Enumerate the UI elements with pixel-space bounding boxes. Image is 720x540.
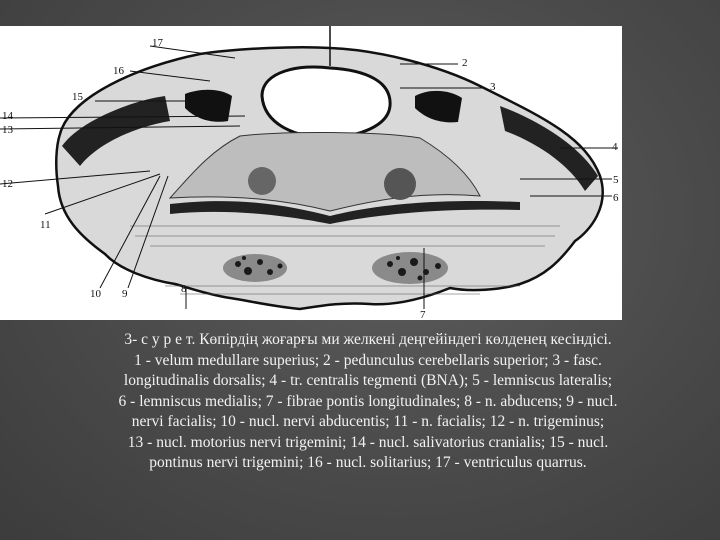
caption-line-6: 13 - nucl. motorius nervi trigemini; 14 - nucl. salivatorius cranialis; 15 - nucl. [127, 433, 609, 451]
label-15: 15 [72, 91, 83, 103]
label-17: 17 [152, 37, 163, 49]
pons-cross-section-figure [0, 26, 622, 320]
caption-line-7: pontinus nervi trigemini; 16 - nucl. solitarius; 17 - ventriculus quarrus. [149, 454, 587, 471]
label-9: 9 [122, 288, 128, 300]
caption-line-2: 1 - velum medullare superius; 2 - pedunculus cerebellaris superior; 3 - fasc. [134, 351, 602, 369]
label-3: 3 [490, 81, 496, 93]
caption-line-4: 6 - lemniscus medialis; 7 - fibrae pontis longitudinales; 8 - n. abducens; 9 - nucl. [118, 392, 618, 410]
label-11: 11 [40, 219, 51, 231]
caption-line-3: longitudinalis dorsalis; 4 - tr. centralis tegmenti (BNA); 5 - lemniscus lateralis; [123, 372, 613, 389]
label-7: 7 [420, 309, 426, 320]
label-8: 8 [181, 283, 187, 295]
label-13: 13 [2, 124, 13, 136]
label-6: 6 [613, 192, 619, 204]
caption-line-1: 3- с у р е т. Көпірдің жоғарғы ми желкені деңгейіндегі көлденең кесіндісі. [124, 331, 612, 348]
pons-diagram [0, 26, 622, 320]
figure-caption [58, 330, 678, 474]
caption-line-5: nervi facialis; 10 - nucl. nervi abducentis; 11 - n. facialis; 12 - n. trigeminus; [131, 413, 605, 430]
label-12: 12 [2, 178, 13, 190]
label-5: 5 [613, 174, 619, 186]
label-14: 14 [2, 110, 13, 122]
fourth-ventricle [262, 67, 390, 138]
label-4: 4 [612, 141, 618, 153]
label-16: 16 [113, 65, 124, 77]
label-2: 2 [462, 57, 468, 69]
label-10: 10 [90, 288, 101, 300]
